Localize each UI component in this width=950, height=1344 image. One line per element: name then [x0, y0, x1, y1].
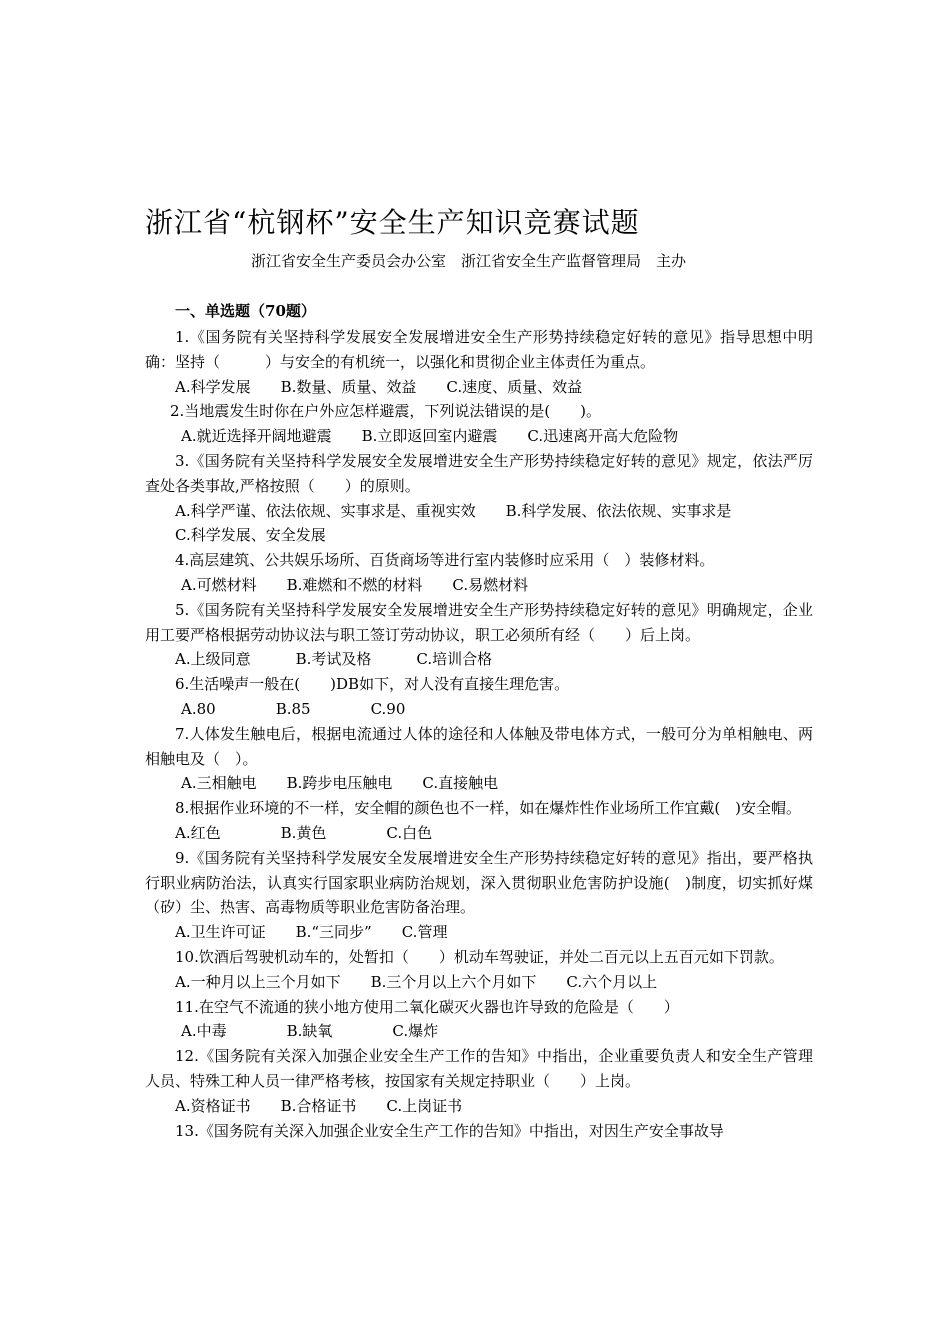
question-options: A.科学严谨、依法依规、实事求是、重视实效 B.科学发展、依法依规、实事求是 [175, 501, 732, 520]
question-text: 11.在空气不流通的狭小地方使用二氧化碳灭火器也许导致的危险是（ ） [175, 997, 679, 1016]
question-options: A.卫生许可证 B.“三同步” C.管理 [175, 923, 448, 942]
question-text: 10.饮酒后驾驶机动车的，处暂扣（ ）机动车驾驶证，并处二百元以上五百元如下罚款。 [175, 947, 784, 966]
question-options: A.红色 B.黄色 C.白色 [175, 823, 433, 842]
question-options: A.一种月以上三个月如下 B.三个月以上六个月如下 C.六个月以上 [175, 972, 658, 991]
question-options: A.80 B.85 C.90 [181, 699, 406, 718]
question-options: A.中毒 B.缺氧 C.爆炸 [181, 1022, 439, 1041]
question-options: A.科学发展 B.数量、质量、效益 C.速度、质量、效益 [175, 377, 583, 396]
question-text: 7.人体发生触电后，根据电流通过人体的途径和人体触及带电体方式，一般可分为单相触电、两相触电及（ ）。 [145, 724, 813, 768]
question-text: 12.《国务院有关深入加强企业安全生产工作的告知》中指出，企业重要负责人和安全生产管理人员、特殊工种人员一律严格考核，按国家有关规定持职业（ ）上岗。 [145, 1047, 813, 1090]
question-options: A.可燃材料 B.难燃和不燃的材料 C.易燃材料 [181, 575, 529, 594]
question-text: 5.《国务院有关坚持科学发展安全发展增进安全生产形势持续稳定好转的意见》明确规定，企业用工要严格根据劳动协议法与职工签订劳动协议，职工必须所有经（ ）后上岗。 [145, 600, 813, 644]
question-options: C.科学发展、安全发展 [175, 526, 326, 545]
question-options: A.上级同意 B.考试及格 C.培训合格 [175, 650, 493, 669]
question-options: A.三相触电 B.跨步电压触电 C.直接触电 [181, 774, 499, 793]
question-text: 9.《国务院有关坚持科学发展安全发展增进安全生产形势持续稳定好转的意见》指出，要严格执行职业病防治法，认真实行国家职业病防治规划，深入贯彻职业危害防护设施( )制度，切实抓好煤（矽）尘、热害、高毒物质等职业危害防备治理。 [145, 848, 813, 917]
question-text: 13.《国务院有关深入加强企业安全生产工作的告知》中指出，对因生产安全事故导 [175, 1121, 724, 1140]
question-options: A.就近选择开阔地避震 B.立即返回室内避震 C.迅速离开高大危险物 [181, 427, 679, 446]
question-text: 1.《国务院有关坚持科学发展安全发展增进安全生产形势持续稳定好转的意见》指导思想中明确：坚持（ ）与安全的有机统一，以强化和贯彻企业主体责任为重点。 [145, 328, 813, 371]
organizer-line: 浙江省安全生产委员会办公室 浙江省安全生产监督管理局 主办 [251, 252, 687, 270]
question-text: 4.高层建筑、公共娱乐场所、百货商场等进行室内装修时应采用（ ）装修材料。 [175, 551, 715, 570]
section-heading: 一、单选题（70题） [175, 302, 316, 320]
page-title: 浙江省“杭钢杯”安全生产知识竞赛试题 [145, 206, 640, 239]
question-text: 2.当地震发生时你在户外应怎样避震，下列说法错误的是( )。 [170, 402, 602, 421]
question-text: 3.《国务院有关坚持科学发展安全发展增进安全生产形势持续稳定好转的意见》规定，依法严厉查处各类事故,严格按照（ ）的原则。 [145, 451, 813, 495]
question-text: 8.根据作业环境的不一样，安全帽的颜色也不一样，如在爆炸性作业场所工作宜戴( )安全帽。 [175, 799, 802, 818]
question-list [145, 325, 813, 1143]
question-text: 6.生活噪声一般在( )DB如下，对人没有直接生理危害。 [175, 675, 570, 694]
question-options: A.资格证书 B.合格证书 C.上岗证书 [175, 1096, 463, 1115]
